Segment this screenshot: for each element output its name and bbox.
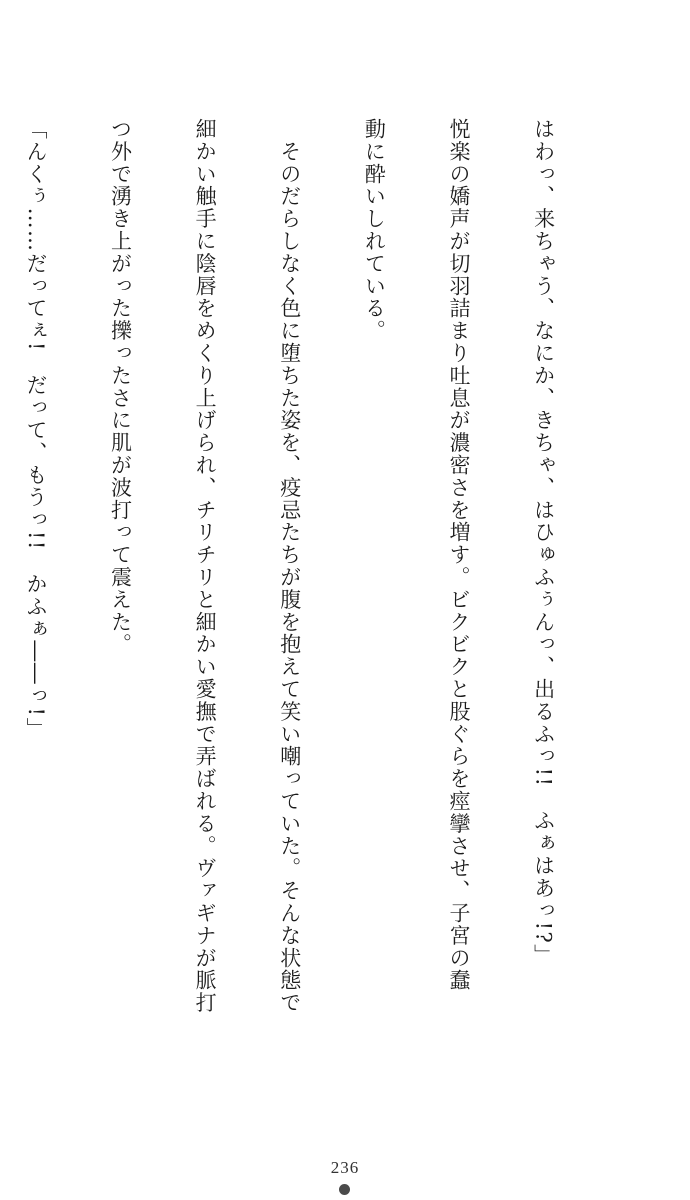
text-line: 悦楽の嬌声が切羽詰まり吐息が濃密さを増す。ビクビクと股ぐらを痙攣させ、子宮の蠢 (446, 118, 471, 992)
text-line: 動に酔いしれている。 (362, 118, 387, 342)
page-number: 236 (330, 1158, 360, 1177)
page-marker-dot (339, 1184, 350, 1195)
vertical-text-body (0, 118, 614, 1018)
text-line: はわっ、来ちゃう、なにか、きちゃ、はひゅふぅんっ、出るふっ!! ふぁはあっ!?」 (531, 118, 556, 967)
text-line: 細かい触手に陰唇をめくり上げられ、チリチリと細かい愛撫で弄ばれる。ヴァギナが脈打 (193, 118, 218, 1014)
text-line: 「んくぅ……だってぇ! だって、もうっ!! かふぁ――っ!」 (23, 118, 48, 740)
text-line: そのだらしなく色に堕ちた姿を、疫忌たちが腹を抱えて笑い嘲っていた。そんな状態で (277, 118, 302, 1014)
text-line: つ外で湧き上がった擽ったさに肌が波打って震えた。 (108, 118, 133, 656)
